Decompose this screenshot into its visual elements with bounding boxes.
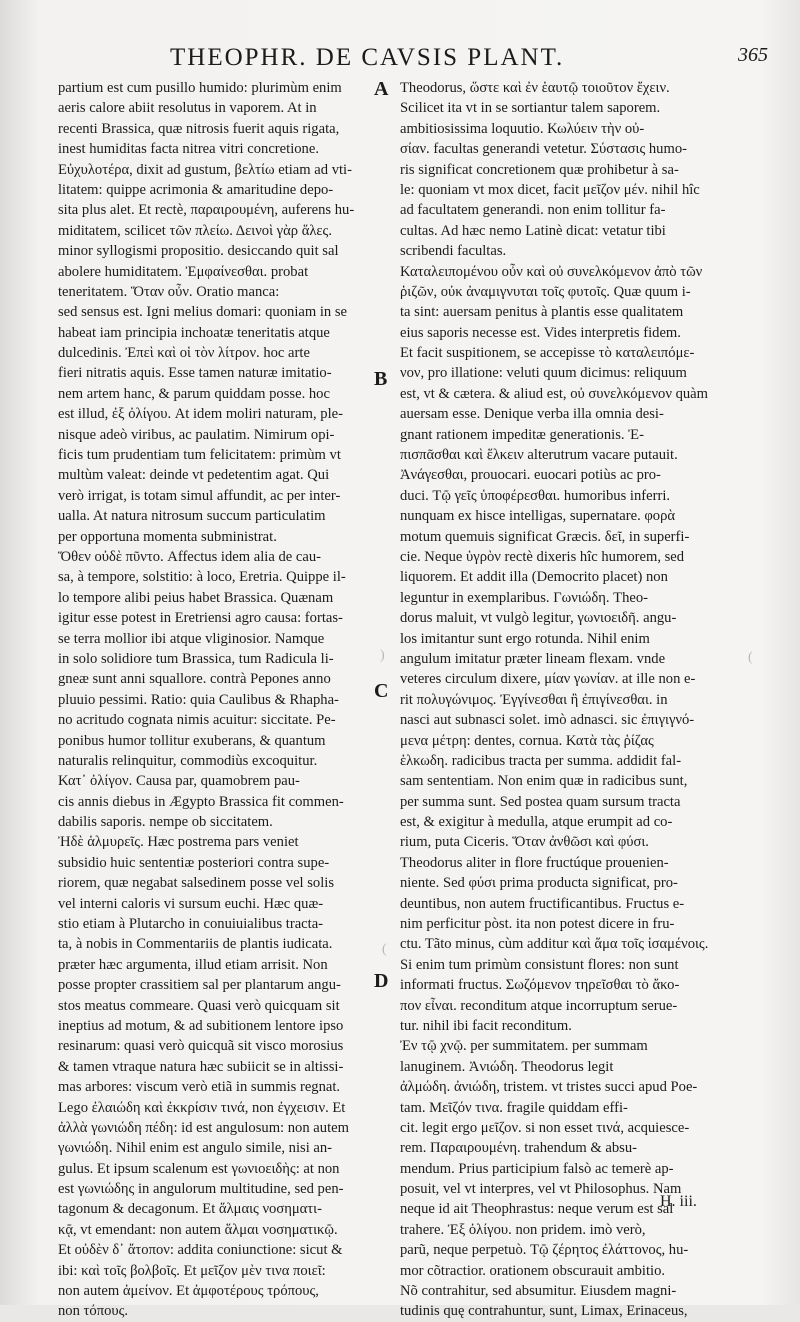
text-line: Nõ contrahitur, sed absumitur. Eiusdem magni- [400, 1283, 677, 1300]
text-line: Εὐχυλοτέρα, dixit ad gustum, βελτίω etiam ad vti- [58, 161, 352, 178]
text-line: igitur esse potest in Eretriensi agro causa: fortas- [58, 610, 343, 627]
text-line: auersam esse. Denique verba illa omnia desi- [400, 406, 664, 423]
text-line: recenti Brassica, quæ nitrosis fuerit aquis rigata, [58, 120, 340, 137]
text-line: πισπᾶσθαι καὶ ἕλκειν alterutrum vacare putauit. [400, 447, 678, 464]
text-line: teneritatem. Ὅταν οὖν. Oratio manca: [58, 283, 280, 300]
text-line: rium, puta Ciceris. Ὅταν ἀνθῶσι καὶ φύσι. [400, 834, 649, 851]
text-line: ambitiosissima loquutio. Κωλύειν τὴν οὐ- [400, 120, 645, 137]
text-line: ris significat concretionem quæ prohibetur à sa- [400, 161, 679, 178]
text-line: scribendi facultas. [400, 243, 507, 260]
text-line: κᾷ, vt emendant: non autem ἅλμαι νοσηματικῷ. [58, 1221, 338, 1238]
text-line: est, & exigitur à medulla, atque erumpit ad co- [400, 814, 673, 831]
text-line: & tamen vtraque natura hæc subiicit se in altissi- [58, 1058, 344, 1075]
text-line: ad facultatem generandi. non enim tollitur fa- [400, 202, 666, 219]
text-line: lanuginem. Ἀνιώδη. Theodorus legit [400, 1058, 614, 1075]
text-line: tur. nihil ibi facit reconditum. [400, 1017, 572, 1034]
text-line: minor syllogismi propositio. desiccando quit sal [58, 243, 339, 260]
text-line: ualla. At natura nitrosum succum particulatim [58, 508, 326, 525]
text-line: nasci aut subnasci solet. imò adnasci. sic ἐπιγιγνό- [400, 712, 695, 729]
text-line: ficis tum prudentiam tum felicitatem: primùm vt [58, 447, 341, 464]
text-line: habeat iam principia inchoatæ teneritatis atque [58, 324, 330, 341]
text-line: nem artem hanc, & parum quiddam posse. hoc [58, 385, 330, 402]
text-line: sita plus alet. Et rectè, παραιρουμένη, auferens hu- [58, 202, 355, 219]
text-line: præter hæc argumenta, illud etiam arrisit. Non [58, 956, 328, 973]
text-line: in solo solidiore tum Brassica, tum Radicula li- [58, 650, 334, 667]
text-line: νον, pro illatione: veluti quum dicimus: reliquum [400, 365, 687, 382]
margin-letter-c: C [374, 680, 389, 702]
text-line: ta, à nobis in Commentariis de plantis iudicata. [58, 936, 333, 953]
text-line: niente. Sed φύσι prima producta significat, pro- [400, 875, 678, 892]
bleed-through-mark: ( [748, 650, 753, 665]
text-line: nunquam ex hisce intelligas, supernatare. φορὰ [400, 508, 676, 525]
text-line: tam. Μεῖζόν τινα. fragile quiddam effi- [400, 1099, 628, 1116]
text-line: σίαν. facultas generandi vetetur. Σύστασις humo- [400, 141, 687, 158]
margin-letter-d: D [374, 970, 389, 992]
text-line: le: quoniam vt mox dicet, facit μεῖζον μέν. nihil hîc [400, 181, 700, 198]
text-line: pluuio pessimi. Ratio: quia Caulibus & Rhapha- [58, 691, 339, 708]
left-column-text [58, 78, 370, 1322]
text-line: non autem ἀμείνον. Et ἀμφοτέρους τρόπους, [58, 1283, 319, 1300]
text-line: lo tempore alibi peius habet Brassica. Quænam [58, 589, 334, 606]
text-line: dabilis saporis. nempe ob siccitatem. [58, 814, 273, 831]
text-line: riorem, quæ negabat salsedinem posse vel solis [58, 875, 335, 892]
text-line: mendum. Prius participium falsò ac temerè ap- [400, 1160, 674, 1177]
text-line: Κατ᾽ ὀλίγον. Causa par, quamobrem pau- [58, 773, 300, 790]
text-line: no acritudo cognata nimis acuitur: siccitate. Pe- [58, 712, 336, 729]
text-line: ἀλλὰ γωνιώδη πέδη: id est angulosum: non autem [58, 1119, 349, 1136]
text-line: vel interni caloris vi sursum euchi. Hæc quæ- [58, 895, 324, 912]
text-line: stio etiam à Plutarcho in conuiuialibus tracta- [58, 916, 324, 933]
text-line: nisque adeò viribus, ac paulatim. Nimirum opi- [58, 426, 335, 443]
text-line: ineptius ad motum, & ad subitionem lentore ipso [58, 1017, 344, 1034]
page-number: 365 [738, 44, 768, 66]
text-line: leguntur in exemplaribus. Γωνιώδη. Theo- [400, 589, 649, 606]
text-line: Ἀνάγεσθαι, prouocari. euocari potiùs ac pro- [400, 467, 661, 484]
text-line: tudinis quę contrahuntur, sunt, Limax, Erinaceus, [400, 1303, 688, 1320]
bleed-through-mark: ) [380, 648, 385, 663]
text-line: los imitantur sunt ergo rotunda. Nihil enim [400, 630, 650, 647]
text-line: partium est cum pusillo humido: plurimùm enim [58, 80, 342, 96]
text-line: stos meatus commeare. Quasi verò quicquam sit [58, 997, 340, 1014]
text-line: ῥιζῶν, οὐκ ἀναμιγνυται τοῖς φυτοῖς. Quæ quum i- [400, 283, 691, 300]
text-line: est illud, ἐξ ὀλίγου. At idem moliri naturam, ple- [58, 406, 343, 423]
text-line: inest humiditas facta nitrea vitri concretione. [58, 141, 319, 158]
right-column-text [400, 78, 710, 1322]
margin-letter-b: B [374, 368, 388, 390]
text-line: Theodorus, ὥστε καὶ ἐν ἑαυτῷ τοιοῦτον ἔχειν. [400, 80, 670, 96]
text-line: Καταλειπομένου οὖν καὶ οὐ συνελκόμενον ἀπὸ τῶν [400, 263, 703, 280]
text-line: Et facit suspitionem, se accepisse τὸ καταλειπόμε- [400, 345, 695, 362]
text-line: nim perficitur pòst. ita non potest dicere in fru- [400, 916, 675, 933]
text-line: est, vt & cætera. & aliud est, οὐ συνελκόμενον quàm [400, 385, 709, 402]
text-line: se terra mollior ibi atque vliginosior. Namque [58, 630, 325, 647]
margin-letter-a: A [374, 78, 389, 100]
text-line: motum quemuis significat Græcis. δεῖ, in superfi- [400, 528, 690, 545]
text-line: μενα μέτρη: dentes, cornua. Κατὰ τὰς ῥίζας [400, 732, 654, 749]
text-line: Ἐν τῷ χνῷ. per summitatem. per summam [400, 1038, 648, 1055]
text-line: ponibus humor tollitur exuberans, & quantum [58, 732, 326, 749]
text-line: dorus maluit, vt vulgò legitur, γωνιοειδῆ. angu- [400, 610, 677, 627]
text-line: parũ, neque perpetuò. Τῷ ζέρητος ἐλάττονος, hu- [400, 1242, 689, 1259]
text-line: multùm valeat: deinde vt pedetentim agat. Qui [58, 467, 330, 484]
text-line: gulus. Et ipsum scalenum est γωνιοειδὴς: at non [58, 1160, 340, 1177]
text-line: Theodorus aliter in flore fructúque prouenien- [400, 854, 669, 871]
text-line: trahere. Ἐξ ὀλίγου. non pridem. imò verò, [400, 1221, 646, 1238]
text-line: subsidio huic sententiæ posteriori contra supe- [58, 854, 330, 871]
text-line: Ὅθεν οὐδὲ πῦντο. Affectus idem alia de cau- [58, 548, 322, 565]
printer-signature: H. iii. [660, 1193, 697, 1210]
text-line: rem. Παραιρουμένη. trahendum & absu- [400, 1140, 637, 1157]
text-line: naturalis relinquitur, commodiùs excoquitur. [58, 752, 318, 769]
text-line: Ἠδὲ ἁλμυρεῖς. Hæc postrema pars veniet [58, 834, 299, 851]
text-line: ibi: καὶ τοῖς βολβοῖς. Et μεῖζον μὲν τινα ποιεῖ: [58, 1262, 326, 1279]
text-line: informati fructus. Σωζόμενον τηρεῖσθαι τὸ ἄκο- [400, 977, 680, 994]
text-line: sed sensus est. Igni melius domari: quoniam in se [58, 304, 348, 321]
text-line: fieri nitratis aquis. Esse tamen naturæ imitatio- [58, 365, 332, 382]
text-line: mor cõtractior. orationem obscurauit ambitio. [400, 1262, 666, 1279]
text-line: liquorem. Et addit illa (Democrito placet) non [400, 569, 668, 586]
text-line: rit πολυγώνιμος. Ἐγγίνεσθαι ἢ ἐπιγίνεσθαι. in [400, 691, 668, 708]
text-line: dulcedinis. Ἐπεὶ καὶ οἱ τὸν λίτρον. hoc arte [58, 345, 310, 362]
text-line: cie. Neque ὑγρὸν rectè dixeris hîc humorem, sed [400, 548, 685, 565]
text-line: eius saporis necesse est. Vides interpretis fidem. [400, 324, 681, 341]
text-line: posuit, vel vt interpres, vel vt Philosophus. Nam [400, 1181, 682, 1198]
text-line: abolere humiditatem. Ἐμφαίνεσθαι. probat [58, 263, 309, 280]
text-line: πον εἶναι. reconditum atque incorruptum serue- [400, 997, 678, 1014]
text-line: verò irrigat, is totam simul affundit, ac per inter- [58, 487, 341, 504]
text-line: Scilicet ita vt in se sortiantur talem saporem. [400, 100, 661, 117]
text-line: gnant rationem impeditæ generationis. Ἐ- [400, 426, 644, 443]
text-line: mas arbores: viscum verò etiã in summis regnat. [58, 1079, 341, 1096]
text-line: cit. legit ergo μεῖζον. si non esset τινά, acquiesce- [400, 1119, 690, 1136]
text-line: neque id ait Theophrastus: neque verum est sal [400, 1201, 674, 1218]
text-line: Si enim tum primùm consistunt flores: non sunt [400, 956, 679, 973]
text-line: deuntibus, non autem fructificantibus. Fructus e- [400, 895, 685, 912]
text-line: ἀλμώδη. ἀνιώδη, tristem. vt tristes succi apud Poe- [400, 1079, 698, 1096]
text-line: per summa sunt. Sed postea quam sursum tracta [400, 793, 681, 810]
text-line: cultas. Ad hæc nemo Latinè dicat: vetatur tibi [400, 222, 666, 239]
text-line: Lego ἐλαιώδη καὶ ἐκκρίσιν τινά, non ἐγχεισιν. Et [58, 1099, 346, 1116]
text-line: est γωνιώδης in angulorum multitudine, sed pen- [58, 1181, 344, 1198]
text-line: resinarum: quasi verò quicquã sit visco morosius [58, 1038, 344, 1055]
running-title: THEOPHR. DE CAVSIS PLANT. [170, 44, 565, 71]
text-line: cis annis diebus in Ægypto Brassica fit commen- [58, 793, 344, 810]
text-line: sam sententiam. Non enim quæ in radicibus sunt, [400, 773, 688, 790]
text-line: gneæ sunt anni squallore. contrà Pepones anno [58, 671, 331, 688]
bleed-through-mark: ( [382, 942, 387, 957]
text-line: miditatem, scilicet τῶν πλείω. Δεινοὶ γὰρ ἅλες. [58, 222, 332, 239]
text-line: non τόπους. [58, 1303, 129, 1320]
text-line: γωνιώδη. Nihil enim est angulo simile, nisi an- [58, 1140, 333, 1157]
text-line: ctu. Tãto minus, cùm additur καὶ ἅμα τοῖς ἰσαμένοις. [400, 936, 709, 953]
text-line: angulum imitatur præter lineam flexam. vnde [400, 650, 666, 667]
text-line: ἑλκωδη. radicibus tracta per summa. addidit fal- [400, 752, 682, 769]
text-line: posse propter crassitiem sal per plantarum angu- [58, 977, 341, 994]
text-line: per opportuna momenta subministrat. [58, 528, 277, 545]
text-line: Et οὐδὲν δ᾽ ἄτοπον: addita coniunctione: sicut & [58, 1242, 343, 1259]
text-line: duci. Τῷ γεῖς ὑποφέρεσθαι. humoribus inferri. [400, 487, 671, 504]
text-line: litatem: quippe acrimonia & amaritudine depo- [58, 181, 334, 198]
text-line: sa, à tempore, solstitio: à loco, Eretria. Quippe il- [58, 569, 346, 586]
text-line: ta sint: auersam penitus à plantis esse qualitatem [400, 304, 684, 321]
text-line: veteres circulum dixere, μίαν γωνίαν. at ille non e- [400, 671, 696, 688]
text-line: aeris calore abiit resolutus in vaporem. At in [58, 100, 317, 117]
text-line: tagonum & decagonum. Et ἅλμαις νοσηματι- [58, 1201, 322, 1218]
